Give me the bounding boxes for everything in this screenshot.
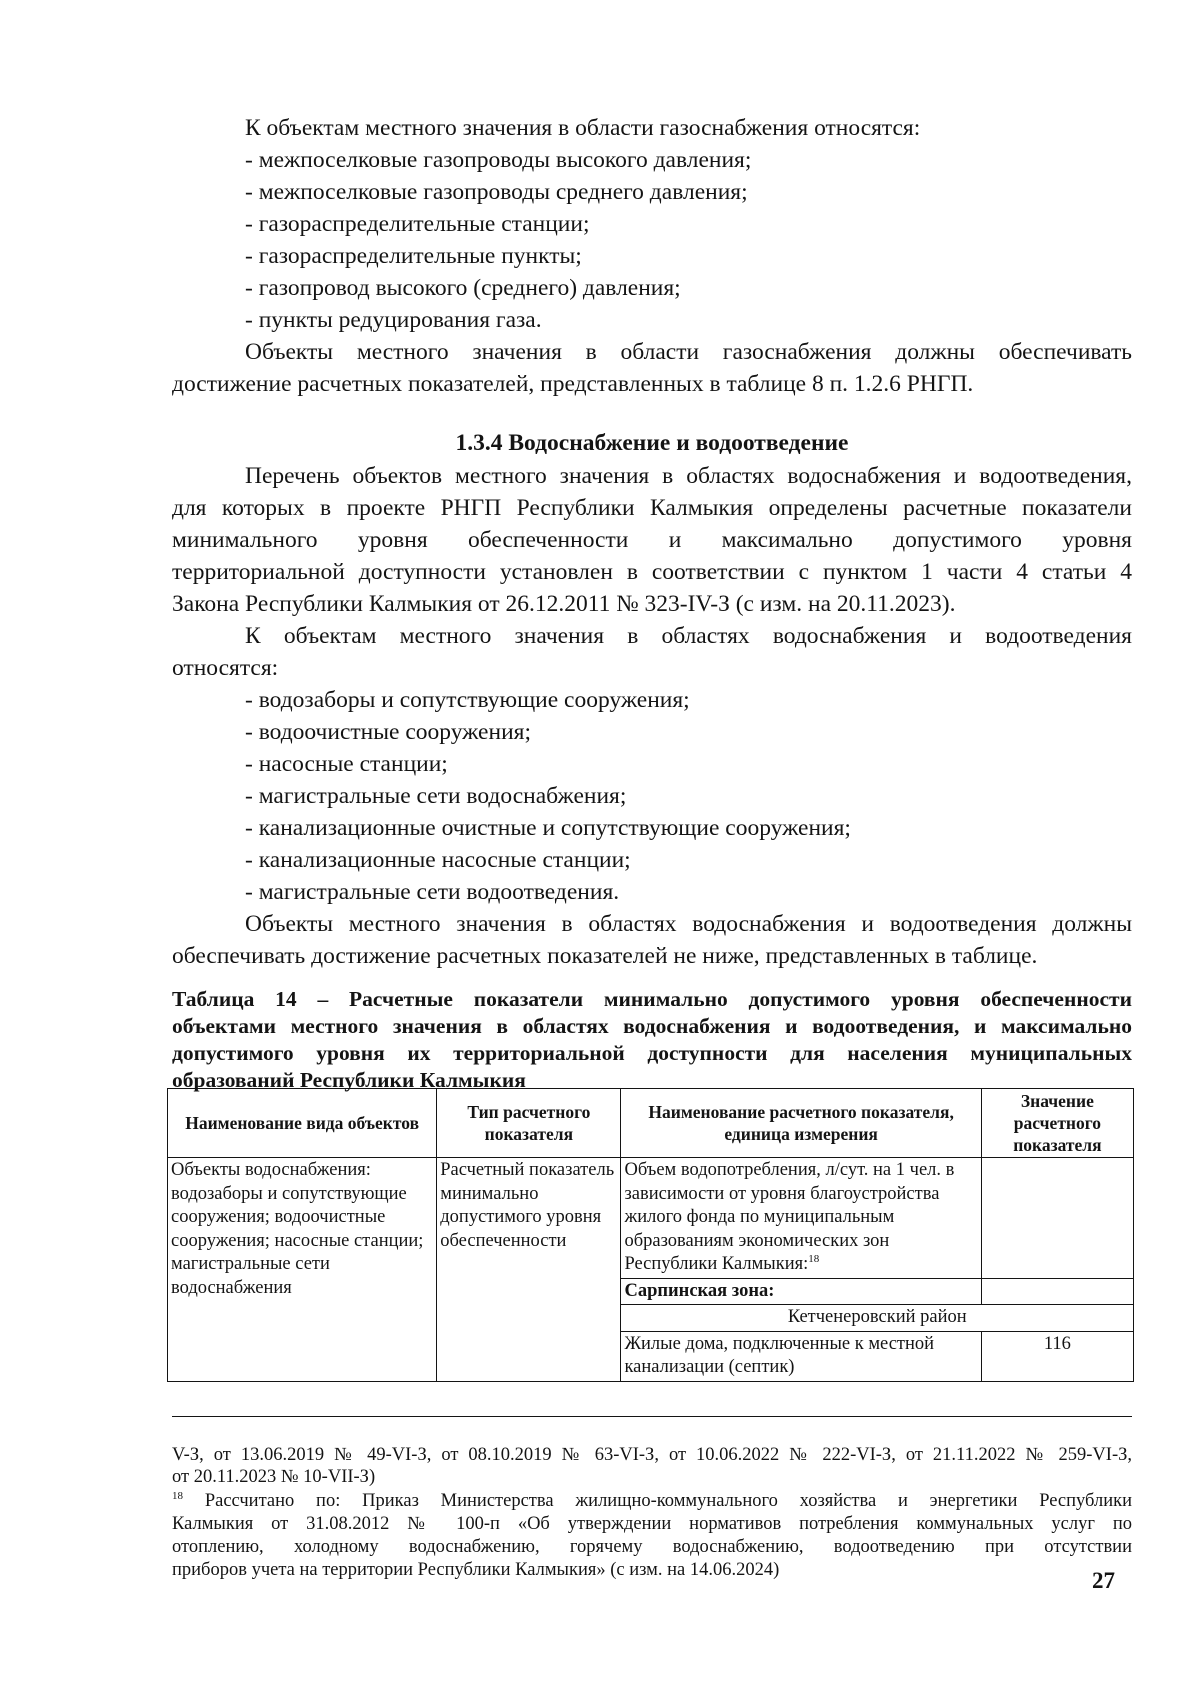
footnote-18-line: приборов учета на территории Республики Калмыкия» (с изм. на 14.06.2024) xyxy=(172,1560,780,1580)
cell-indicator-type: Расчетный показатель минимально допустимого уровня обеспеченности xyxy=(437,1158,621,1382)
cell-district: Кетченеровский район xyxy=(621,1305,1134,1332)
paragraph-line: К объектам местного значения в областях водоснабжения и водоотведения xyxy=(245,623,1132,649)
cell-zone: Сарпинская зона: xyxy=(621,1278,981,1305)
gas-list-item: - межпоселковые газопроводы высокого давления; xyxy=(245,147,752,173)
paragraph-line: относятся: xyxy=(172,655,279,681)
water-list-item: - канализационные очистные и сопутствующие сооружения; xyxy=(245,815,851,841)
table-caption-line: образований Республики Калмыкия xyxy=(172,1068,526,1092)
header-indicator-name: Наименование расчетного показателя, единица измерения xyxy=(621,1089,981,1158)
gas-list-item: - межпоселковые газопроводы среднего давления; xyxy=(245,179,748,205)
gas-list-item: - газораспределительные пункты; xyxy=(245,243,582,269)
footnote-continuation-line: от 20.11.2023 № 10-VII-З) xyxy=(172,1467,376,1487)
footnote-text: Рассчитано по: Приказ Министерства жилищно-коммунального хозяйства и энергетики Республики xyxy=(204,1491,1133,1511)
cell-empty xyxy=(981,1278,1133,1305)
gas-list-item: - пункты редуцирования газа. xyxy=(245,307,542,333)
cell-row-value: 116 xyxy=(981,1331,1133,1381)
footnote-continuation-line: V-З, от 13.06.2019 № 49-VI-З, от 08.10.2019 № 63-VI-З, от 10.06.2022 № 222-VI-З, от 21.11.2022 № 259-VI-З, xyxy=(172,1445,1132,1465)
paragraph-line: территориальной доступности установлен в соответствии с пунктом 1 части 4 статьи 4 xyxy=(172,559,1132,585)
paragraph-line: обеспечивать достижение расчетных показателей не ниже, представленных в таблице. xyxy=(172,943,1038,969)
table-caption-line: допустимого уровня их территориальной доступности для населения муниципальных xyxy=(172,1041,1132,1065)
paragraph-line: Закона Республики Калмыкия от 26.12.2011 № 323-IV-З (с изм. на 20.11.2023). xyxy=(172,591,956,617)
page-number: 27 xyxy=(1092,1568,1115,1593)
water-list-item: - насосные станции; xyxy=(245,751,448,777)
water-list-item: - магистральные сети водоотведения. xyxy=(245,879,620,905)
table-caption-line: Таблица 14 – Расчетные показатели минимально допустимого уровня обеспеченности xyxy=(172,987,1132,1011)
cell-object-type: Объекты водоснабжения: водозаборы и сопутствующие сооружения; водоочистные сооружения; насосные станции; магистральные сети водоснабжения xyxy=(168,1158,437,1382)
gas-paragraph-line: достижение расчетных показателей, представленных в таблице 8 п. 1.2.6 РНГП. xyxy=(172,371,974,397)
paragraph-line: Объекты местного значения в областях водоснабжения и водоотведения должны xyxy=(245,911,1132,937)
header-object-type: Наименование вида объектов xyxy=(168,1089,437,1158)
table-caption-line: объектами местного значения в областях водоснабжения и водоотведения, и максимально xyxy=(172,1014,1132,1038)
water-list-item: - водоочистные сооружения; xyxy=(245,719,531,745)
paragraph-line: для которых в проекте РНГП Республики Калмыкия определены расчетные показатели xyxy=(172,495,1132,521)
table-row xyxy=(168,1158,1134,1279)
gas-paragraph-line: Объекты местного значения в области газоснабжения должны обеспечивать xyxy=(245,339,1132,365)
table-14 xyxy=(167,1088,1134,1382)
paragraph-line: минимального уровня обеспеченности и максимально допустимого уровня xyxy=(172,527,1132,553)
table-header-row xyxy=(168,1089,1134,1158)
header-indicator-value: Значение расчетного показателя xyxy=(981,1089,1133,1158)
footnote-18-line xyxy=(172,1490,1132,1513)
footnote-18-line: отоплению, холодному водоснабжению, горячему водоснабжению, водоотведению при отсутствии xyxy=(172,1537,1132,1557)
footnote-18-line: Калмыкия от 31.08.2012 № 100-п «Об утверждении нормативов потребления коммунальных услуг по xyxy=(172,1514,1132,1534)
section-heading: 1.3.4 Водоснабжение и водоотведение xyxy=(455,430,849,456)
water-list-item: - магистральные сети водоснабжения; xyxy=(245,783,627,809)
cell-row-label: Жилые дома, подключенные к местной канализации (септик) xyxy=(621,1331,981,1381)
water-list-item: - водозаборы и сопутствующие сооружения; xyxy=(245,687,690,713)
footnote-separator xyxy=(172,1416,1132,1417)
footnote-number: 18 xyxy=(172,1489,183,1502)
water-list-item: - канализационные насосные станции; xyxy=(245,847,631,873)
cell-empty xyxy=(981,1158,1133,1279)
paragraph-line: Перечень объектов местного значения в областях водоснабжения и водоотведения, xyxy=(245,463,1132,489)
header-indicator-type: Тип расчетного показателя xyxy=(437,1089,621,1158)
gas-list-item: - газопровод высокого (среднего) давления; xyxy=(245,275,681,301)
gas-intro: К объектам местного значения в области газоснабжения относятся: xyxy=(245,115,921,141)
cell-indicator-name xyxy=(621,1158,981,1279)
gas-list-item: - газораспределительные станции; xyxy=(245,211,590,237)
indicator-text: Объем водопотребления, л/сут. на 1 чел. в зависимости от уровня благоустройства жилого фонда по муниципальным образованиям экономических зон Республики Калмыкия: xyxy=(624,1160,955,1274)
footnote-ref: 18 xyxy=(808,1252,820,1265)
